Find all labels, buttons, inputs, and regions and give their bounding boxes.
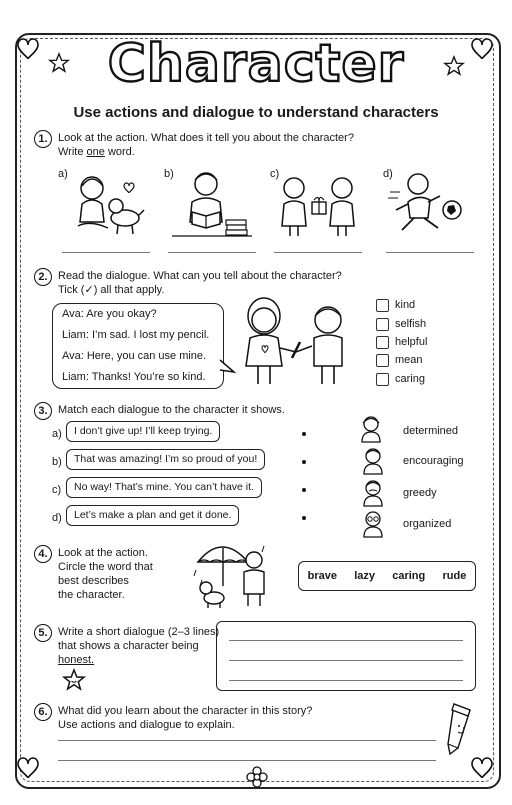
answer-line[interactable] — [58, 760, 436, 761]
checkbox-kind[interactable] — [376, 299, 389, 312]
corner-heart-bottom-left-icon — [14, 752, 44, 782]
trait-greedy: greedy — [403, 487, 437, 499]
trait-organized: organized — [403, 518, 452, 530]
q1-answer-line-d[interactable] — [386, 252, 474, 253]
q1-part-c-label: c) — [270, 168, 280, 180]
option-helpful: helpful — [395, 336, 428, 348]
match-dot[interactable] — [302, 460, 306, 464]
answer-line[interactable] — [58, 740, 436, 741]
question-5-number: 5. — [34, 624, 52, 642]
word-choice-box — [298, 561, 476, 591]
encouraging-boy-icon — [358, 446, 388, 476]
dialogue-line: Ava: Are you okay? — [62, 308, 157, 320]
match-dot[interactable] — [302, 432, 306, 436]
checkbox-helpful[interactable] — [376, 336, 389, 349]
trait-encouraging: encouraging — [403, 455, 464, 467]
pencil-icon — [444, 702, 478, 758]
trait-determined: determined — [403, 425, 459, 437]
answer-line[interactable] — [229, 680, 463, 681]
match-dot[interactable] — [302, 516, 306, 520]
answer-line[interactable] — [229, 660, 463, 661]
question-1-prompt: Look at the action. What does it tell you about the character? Write one word. — [58, 132, 354, 158]
q3-dialogue-b[interactable]: That was amazing! I’m so proud of you! — [66, 449, 265, 470]
q1-part-d-label: d) — [383, 168, 393, 180]
question-5-prompt: Write a short dialogue (2–3 lines) that shows a character being honest. — [58, 626, 220, 666]
option-kind: kind — [395, 299, 416, 311]
q3-dialogue-a[interactable]: I don’t give up! I’ll keep trying. — [66, 421, 220, 442]
checkbox-caring[interactable] — [376, 373, 389, 386]
girl-and-boy-sharing-pencil-icon — [236, 296, 356, 390]
kids-sharing-gift-icon — [276, 170, 362, 240]
question-6-prompt: What did you learn about the character in this story? Use actions and dialogue to explain. — [58, 705, 313, 731]
question-4-number: 4. — [34, 545, 52, 563]
word-lazy[interactable]: lazy — [354, 570, 375, 582]
kid-sharing-umbrella-with-dog-icon — [192, 536, 274, 612]
q3-label-c: c) — [52, 484, 62, 496]
match-dot[interactable] — [302, 488, 306, 492]
q3-dialogue-c[interactable]: No way! That’s mine. You can’t have it. — [66, 477, 262, 498]
q1-answer-line-a[interactable] — [62, 252, 150, 253]
organized-boy-with-glasses-icon — [358, 509, 388, 539]
q1-part-a-label: a) — [58, 168, 68, 180]
worksheet-title: Character — [107, 34, 405, 94]
option-selfish: selfish — [395, 318, 427, 330]
q1-part-b-label: b) — [164, 168, 174, 180]
dialogue-line: Liam: Thanks! You’re so kind. — [62, 371, 206, 383]
girl-petting-dog-icon — [70, 170, 150, 240]
greedy-boy-icon — [358, 478, 388, 508]
boy-reading-icon — [172, 168, 252, 240]
answer-line[interactable] — [229, 640, 463, 641]
q1-answer-line-b[interactable] — [168, 252, 256, 253]
dialogue-bubble — [52, 303, 224, 389]
smiling-star-icon — [62, 668, 86, 692]
checkbox-mean[interactable] — [376, 354, 389, 367]
question-2-prompt: Read the dialogue. What can you tell about the character? Tick (✓) all that apply. — [58, 270, 342, 296]
flower-bottom-icon — [246, 766, 268, 788]
q3-label-a: a) — [52, 428, 62, 440]
dialogue-line: Liam: I’m sad. I lost my pencil. — [62, 329, 210, 341]
q3-label-b: b) — [52, 456, 62, 468]
question-3-number: 3. — [34, 402, 52, 420]
question-3-prompt: Match each dialogue to the character it shows. — [58, 404, 285, 416]
boy-playing-soccer-icon — [388, 168, 468, 240]
word-brave[interactable]: brave — [307, 570, 337, 582]
q1-answer-line-c[interactable] — [274, 252, 362, 253]
option-caring: caring — [395, 373, 425, 385]
word-caring[interactable]: caring — [392, 570, 426, 582]
question-6-number: 6. — [34, 703, 52, 721]
worksheet-subtitle: Use actions and dialogue to understand characters — [73, 104, 439, 121]
question-2-number: 2. — [34, 268, 52, 286]
question-4-prompt: Look at the action. Circle the word that best describes the character. — [58, 547, 153, 601]
dialogue-line: Ava: Here, you can use mine. — [62, 350, 207, 362]
determined-girl-icon — [356, 414, 386, 444]
word-rude[interactable]: rude — [442, 570, 467, 582]
checkbox-selfish[interactable] — [376, 318, 389, 331]
bubble-tail — [220, 360, 236, 376]
option-mean: mean — [395, 354, 423, 366]
dialogue-answer-box[interactable] — [216, 621, 476, 691]
question-1-number: 1. — [34, 130, 52, 148]
q3-label-d: d) — [52, 512, 62, 524]
q3-dialogue-d[interactable]: Let’s make a plan and get it done. — [66, 505, 239, 526]
